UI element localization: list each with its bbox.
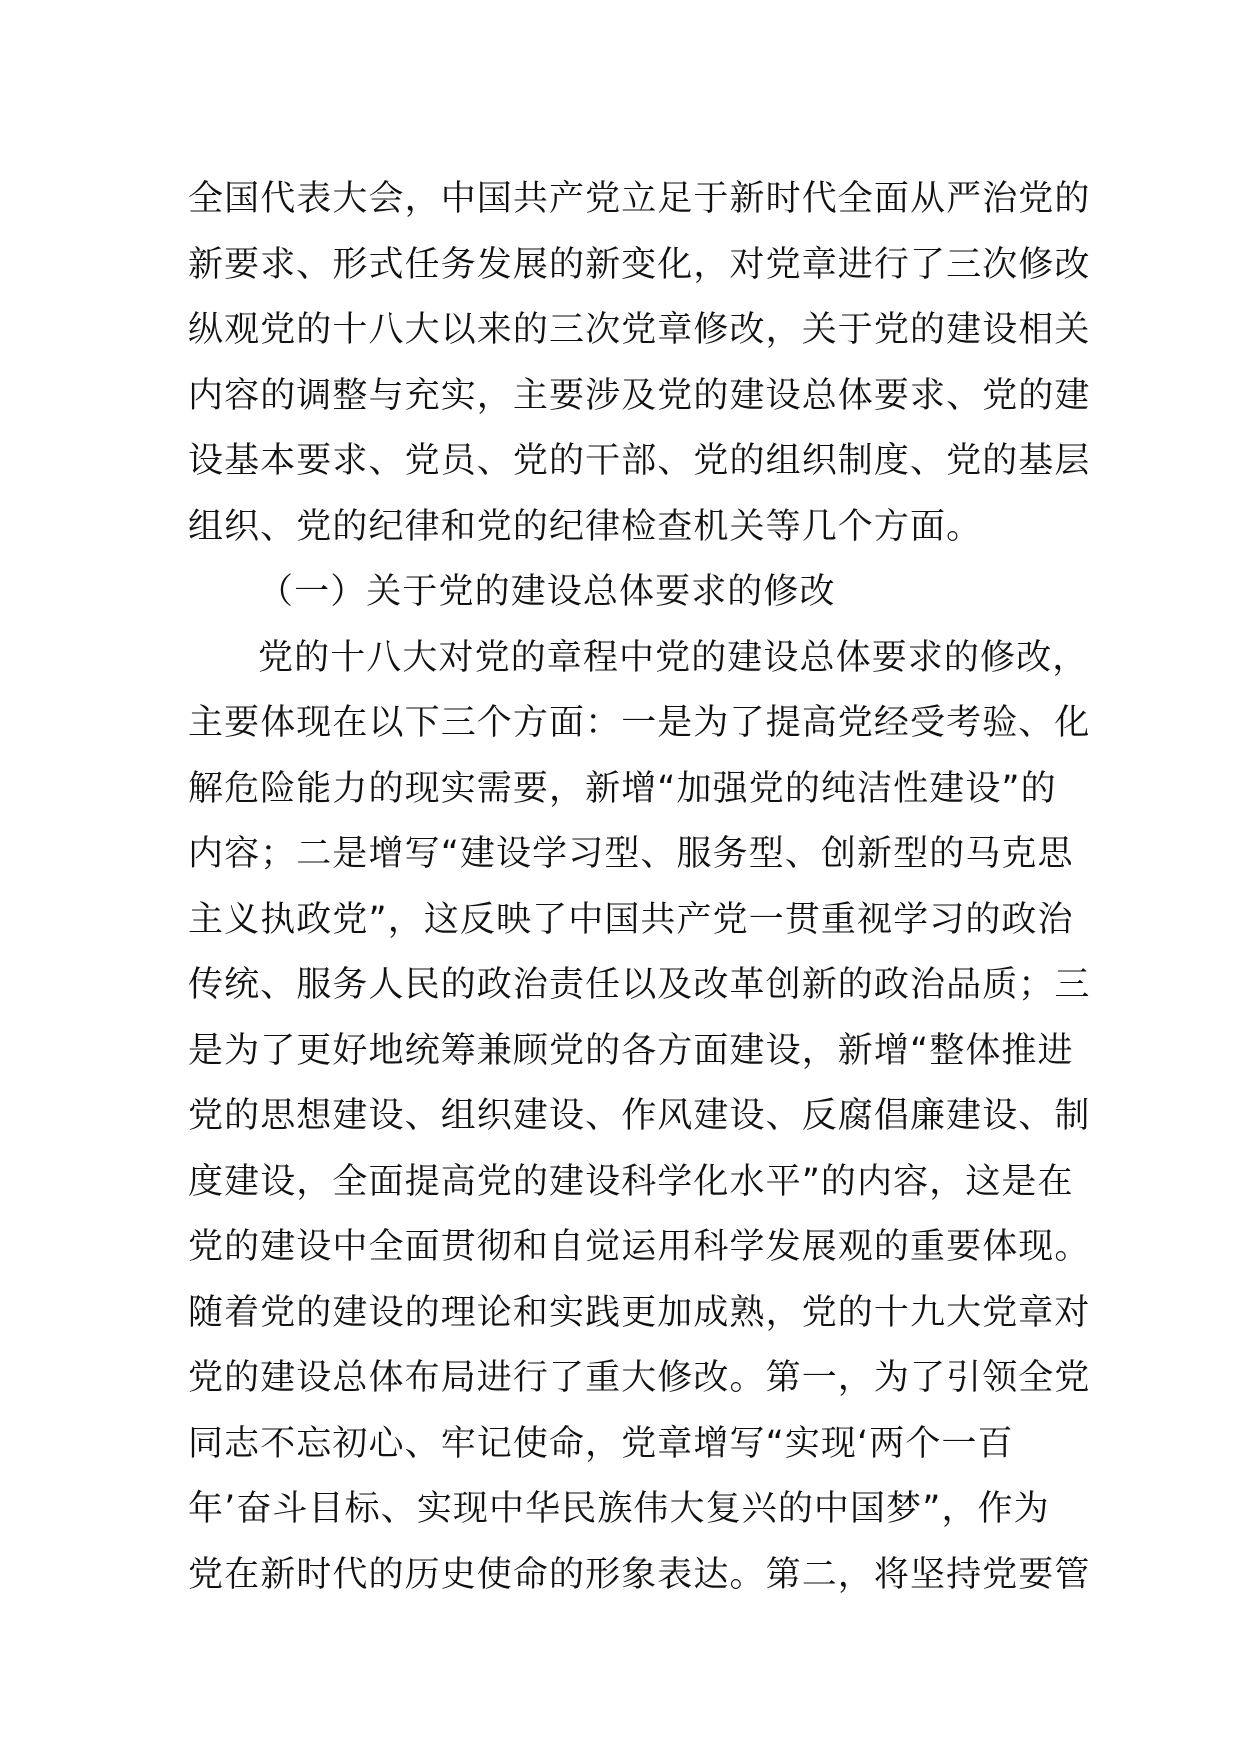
body-text [188,167,1091,1608]
paragraph-start-line: 党的十八大对党的章程中党的建设总体要求的修改， [258,637,1089,678]
text-line: 党的建设中全面贯彻和自觉运用科学发展观的重要体现。 [188,1227,1091,1267]
text-line: 主要体现在以下三个方面：一是为了提高党经受考验、化 [188,703,1091,743]
text-line: 同志不忘初心、牢记使命，党章增写“实现‘两个一百 [188,1423,1014,1464]
text-line: 度建设，全面提高党的建设科学化水平”的内容，这是在 [188,1161,1074,1202]
text-line: 党的建设总体布局进行了重大修改。第一，为了引领全党 [188,1358,1091,1398]
text-line: 主义执政党”，这反映了中国共产党一贯重视学习的政治 [188,899,1074,940]
text-line: 全国代表大会，中国共产党立足于新时代全面从严治党的 [188,179,1091,219]
text-line: 党的思想建设、组织建设、作风建设、反腐倡廉建设、制 [188,1096,1091,1136]
text-line: 组织、党的纪律和党的纪律检查机关等几个方面。 [188,506,983,547]
text-line: 内容的调整与充实，主要涉及党的建设总体要求、党的建 [188,375,1091,416]
text-line: 纵观党的十八大以来的三次党章修改，关于党的建设相关 [188,310,1091,350]
text-line: 设基本要求、党员、党的干部、党的组织制度、党的基层 [188,441,1091,481]
text-line: 传统、服务人民的政治责任以及改革创新的政治品质；三 [188,965,1091,1005]
section-heading: （一）关于党的建设总体要求的修改 [258,572,836,612]
text-line: 内容；二是增写“建设学习型、服务型、创新型的马克思 [188,834,1074,874]
text-line: 随着党的建设的理论和实践更加成熟，党的十九大党章对 [188,1292,1091,1333]
text-line: 年’奋斗目标、实现中华民族伟大复兴的中国梦”，作为 [188,1489,1050,1529]
text-line: 解危险能力的现实需要，新增“加强党的纯洁性建设”的 [188,768,1057,809]
text-line: 党在新时代的历史使命的形象表达。第二，将坚持党要管 [188,1554,1091,1595]
text-line: 新要求、形式任务发展的新变化，对党章进行了三次修改 [188,244,1091,285]
text-line: 是为了更好地统筹兼顾党的各方面建设，新增“整体推进 [188,1030,1074,1071]
